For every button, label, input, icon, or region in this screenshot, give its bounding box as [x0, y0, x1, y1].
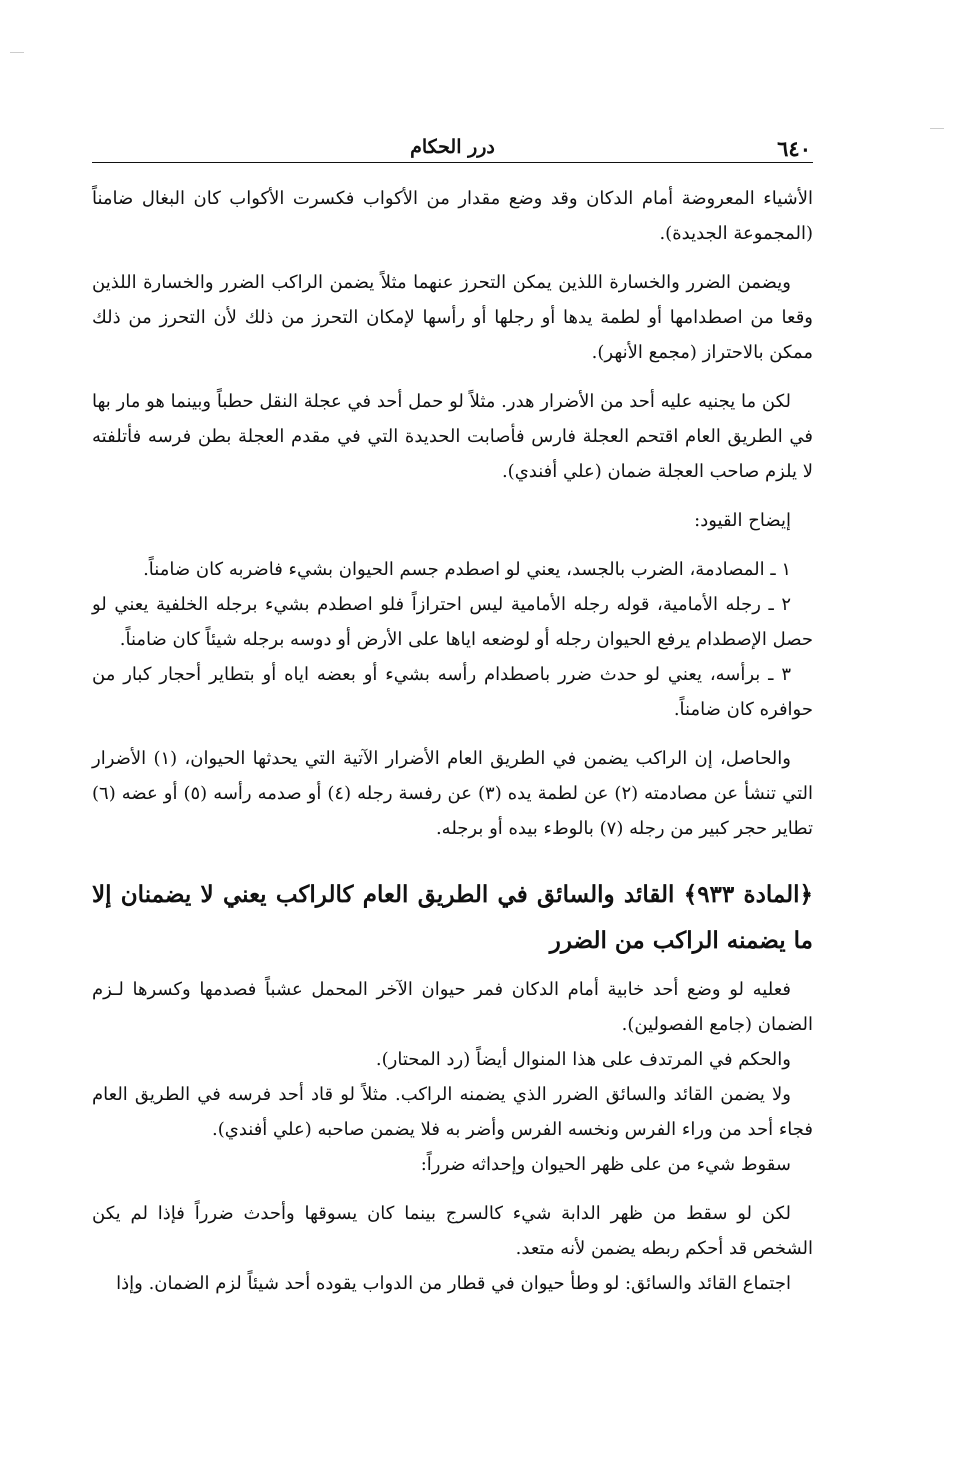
paragraph-continuation: الأشياء المعروضة أمام الدكان وقد وضع مقدار من الأكواب فكسرت الأكواب كان البغال ضامناً (المجموعة الجديدة).	[92, 188, 813, 244]
paragraph-summary: والحاصل، إن الراكب يضمن في الطريق العام الأضرار الآتية التي يحدثها الحيوان، (١) الأضرار التي تنشأ عن مصادمته (٢) عن لطمة يده (٣) عن رفسة رجله (٤) أو صدمه رأسه (٥) أو عضه (٦) تطاير حجر كبير من رجله (٧) بالوطء بيده أو برجله.	[92, 748, 813, 839]
paragraph-saddle-example: لكن لو سقط من ظهر الدابة شيء كالسرج بينما كان يسوقها وأحدث ضرراً فإذا لم يكن الشخص قد أحكم ربطه يضمن لأنه متعد.	[92, 1203, 813, 1259]
paragraph-liability: ويضمن الضرر والخسارة اللذين يمكن التحرز عنهما مثلاً يضمن الراكب الضرر والخسارة اللذين وقعا من اصطدامها أو لطمة يدها أو رجلها أو رأسها لإمكان التحرز من ذلك لأن التحرز من ذلك ممكن بالاحتراز (مجمع الأنهر).	[92, 272, 813, 363]
paragraph-caravan: اجتماع القائد والسائق: لو وطأ حيوان في قطار من الدواب يقوده أحد شيئاً لزم الضمان. وإذا	[116, 1273, 791, 1294]
scan-mark-top-right	[930, 128, 944, 129]
paragraph-rear-rider: والحكم في المرتدف على هذا المنوال أيضاً (رد المحتار).	[375, 1049, 791, 1070]
section-heading-clarification: إيضاح القيود:	[694, 510, 791, 531]
page-header	[92, 132, 813, 163]
paragraph-exception: لكن ما يجنيه عليه أحد من الأضرار هدر. مثلاً لو حمل أحد في عجلة النقل حطباً وبينما هو مار بها في الطريق العام اقتحم العجلة فارس فأصابت الحديدة التي في مقدم العجلة بطن فرسه فأتلفته لا يلزم صاحب العجلة ضمان (علي أفندي).	[92, 391, 813, 482]
paragraph-jar-example: فعليه لو وضع أحد خابية أمام الدكان فمر حيوان الآخر المحمل عشباً فصدمها وكسرها لـزم الضمان (جامع الفصولين).	[92, 979, 813, 1035]
document-page	[92, 132, 813, 1301]
subheading-falling-object: سقوط شيء من على ظهر الحيوان وإحداثه ضرراً:	[420, 1154, 791, 1175]
clarification-item-2: ٢ ـ رجله الأمامية، قوله رجله الأمامية ليس احترازاً فلو اصطدم بشيء برجله الخلفية يعني لو حصل الإصطدام يرفع الحيوان رجله أو لوضعه اياها على الأرض أو دوسه برجله شيئاً كان ضامناً.	[92, 594, 813, 650]
clarification-item-3: ٣ ـ برأسه، يعني لو حدث ضرر باصطدام رأسه بشيء أو بعضه اياه أو بتطاير أحجار كبار من حوافره كان ضامناً.	[92, 664, 813, 720]
paragraph-leader-driver: ولا يضمن القائد والسائق الضرر الذي يضمنه الراكب. مثلاً لو قاد أحد فرسه في الطريق العام فجاء أحد من وراء الفرس ونخسه الفرس وأضر به فلا يضمن صاحبه (علي أفندي).	[92, 1084, 813, 1140]
clarification-item-1: ١ ـ المصادمة، الضرب بالجسد، يعني لو اصطدم جسم الحيوان بشيء فاضربه كان ضامناً.	[143, 559, 791, 580]
scan-mark-top-left	[10, 52, 24, 53]
running-title: درر الحكام	[410, 136, 495, 158]
page-number: ٦٤٠	[777, 136, 811, 161]
article-933-heading: ﴿المادة ٩٣٣﴾ القائد والسائق في الطريق العام كالراكب يعني لا يضمنان إلا ما يضمنه الراكب من الضرر	[92, 881, 814, 954]
